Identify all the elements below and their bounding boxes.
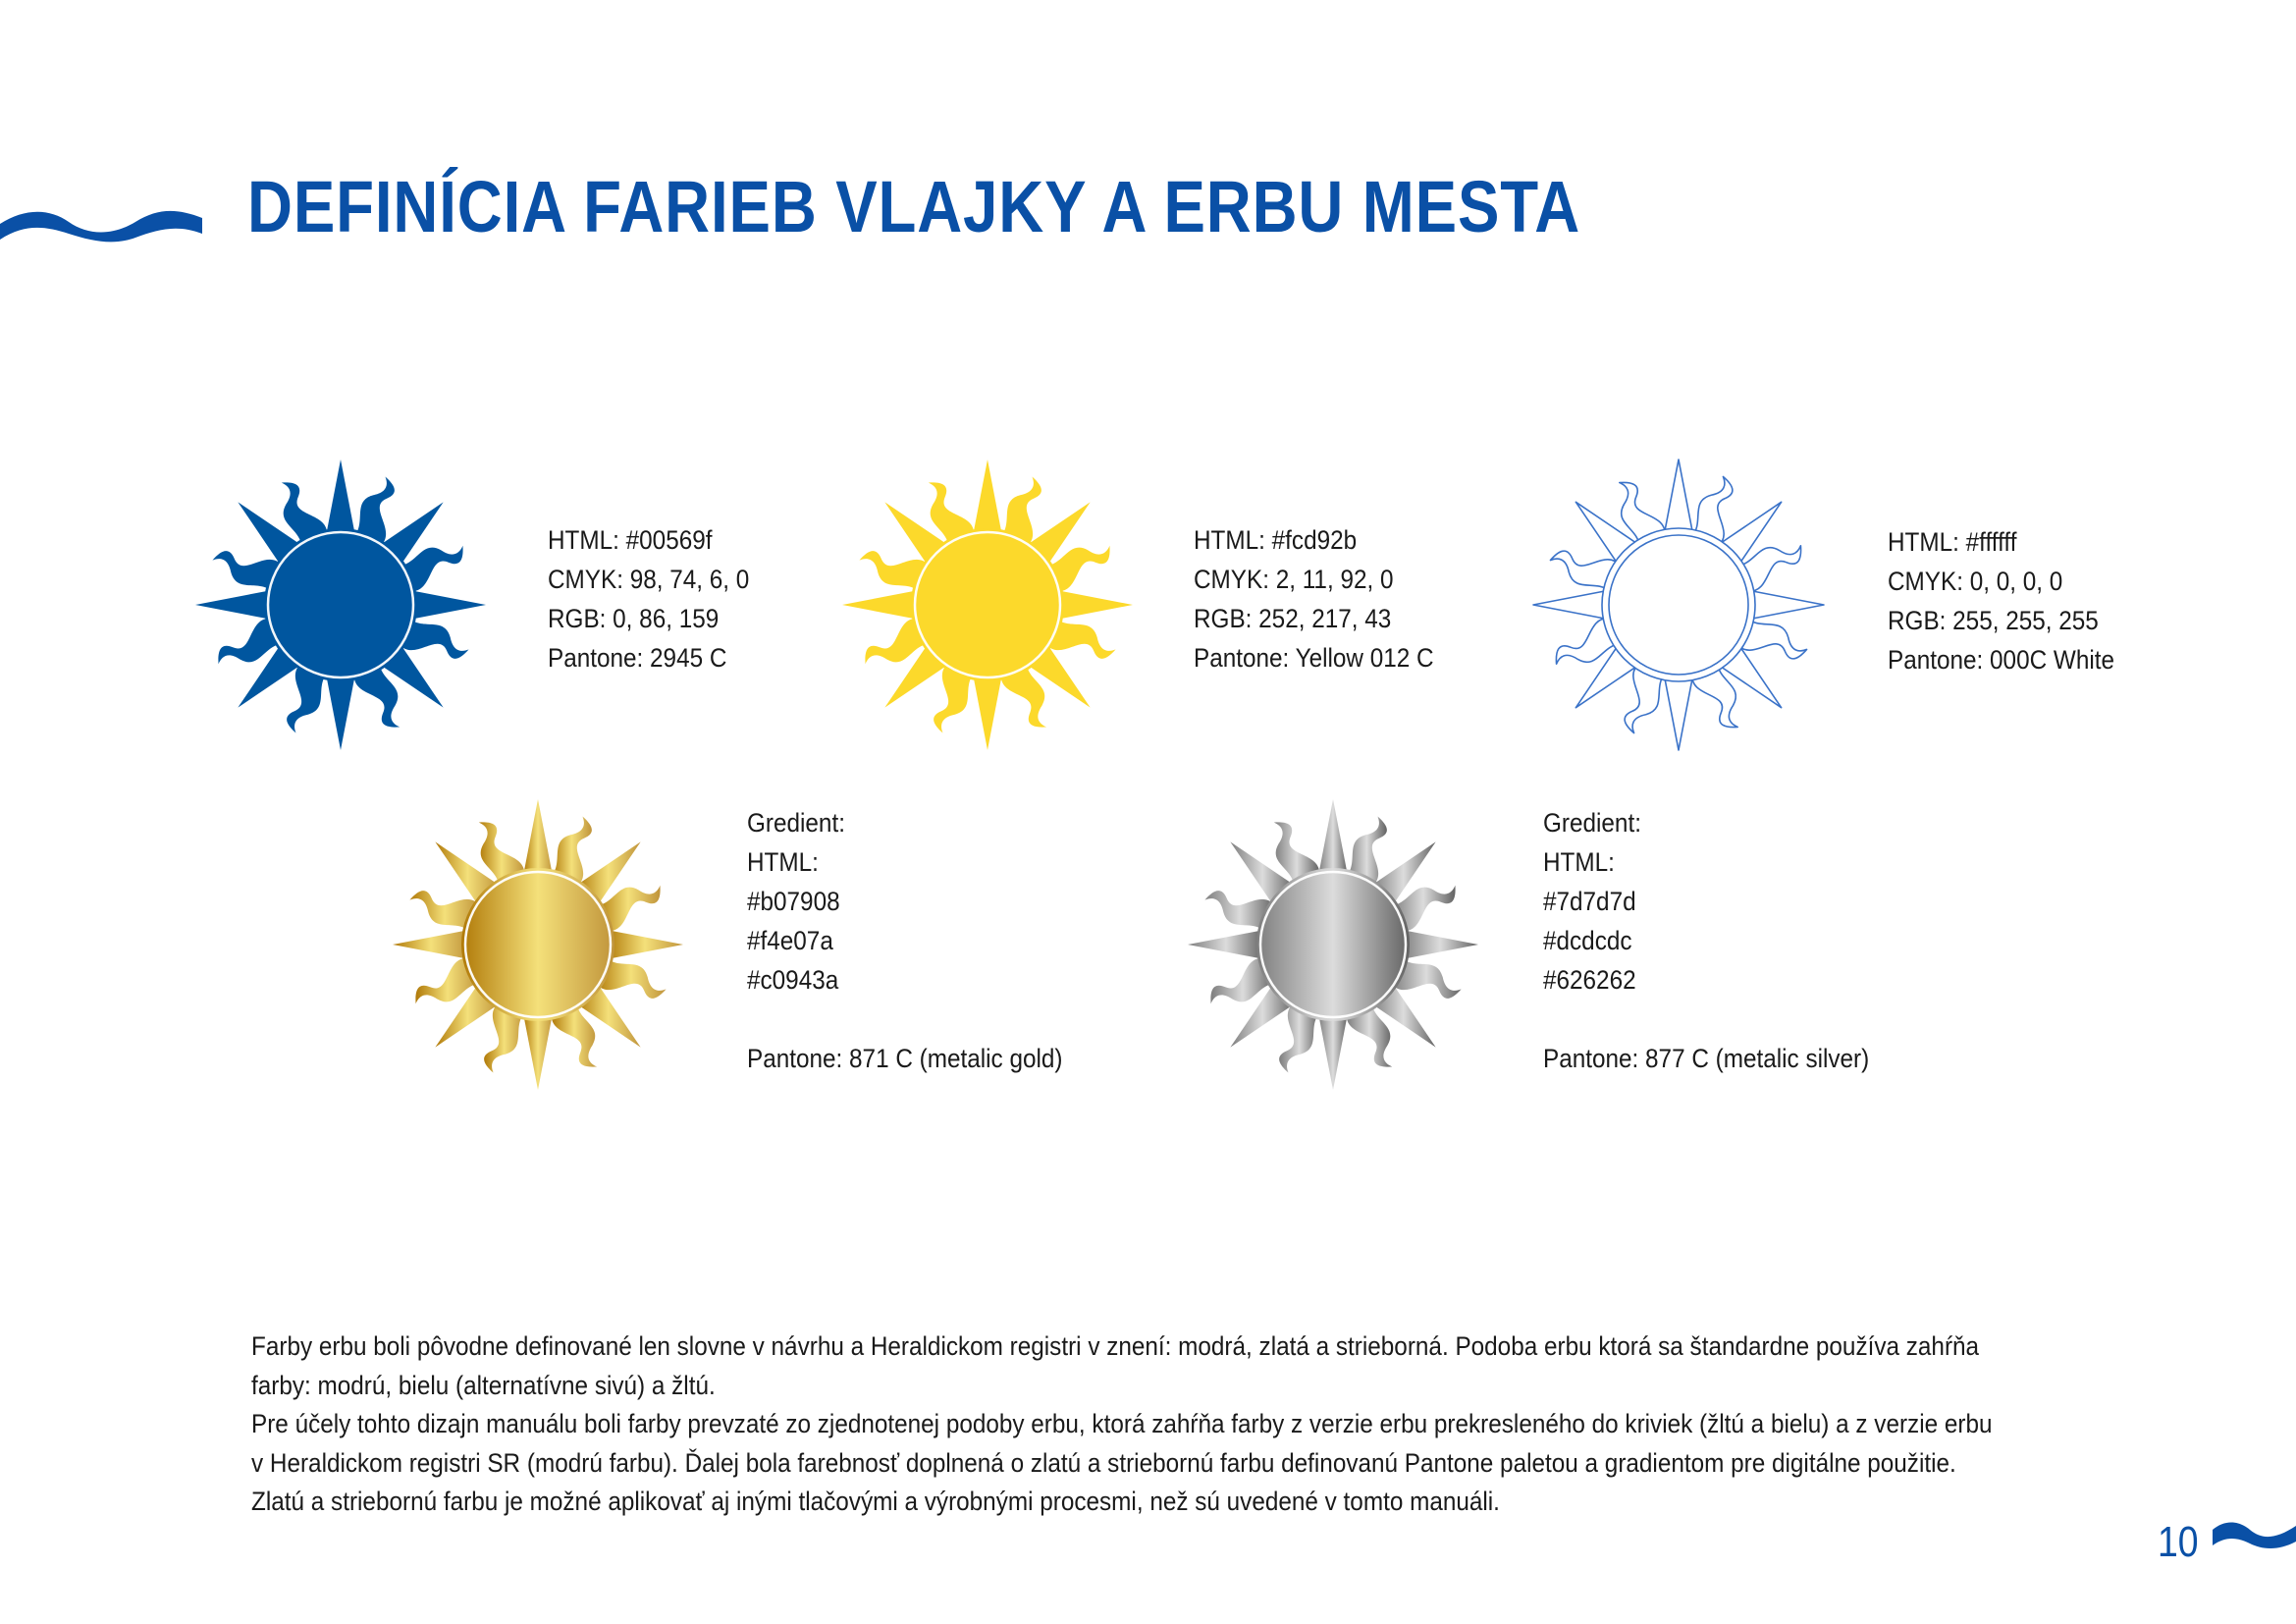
spec-line: Gredient: — [1543, 808, 1641, 838]
sun-ray — [1188, 930, 1264, 959]
sun-ray — [1664, 460, 1693, 536]
color-spec-white — [1888, 522, 2114, 679]
sun-ray — [973, 460, 1002, 536]
color-spec-yellow — [1194, 520, 1434, 677]
spec-line: CMYK: 0, 0, 0, 0 — [1888, 567, 2063, 596]
spec-line: #7d7d7d — [1543, 887, 1636, 916]
sun-core — [911, 528, 1064, 681]
sun-emblem-blue-icon — [193, 458, 488, 752]
spec-line: #c0943a — [747, 965, 839, 995]
spec-line: HTML: #fcd92b — [1194, 525, 1358, 555]
wave-decoration-icon — [2213, 1516, 2296, 1555]
spec-line: #dcdcdc — [1543, 926, 1632, 955]
sun-ray — [1533, 590, 1610, 620]
sun-ray — [1402, 930, 1478, 959]
paragraph-line: Zlatú a striebornú farbu je možné aplikovať aj inými tlačovými a výrobnými procesmi, než sú uvedené v tomto manuáli. — [251, 1487, 1500, 1516]
sun-emblem-white-icon — [1531, 458, 1826, 752]
paragraph-line: v Heraldickom registri SR (modrú farbu). Ďalej bola farebnosť doplnená o zlatú a striebornú farbu definovanú Pantone paletou a gradientom pre digitálne použitie. — [251, 1447, 1956, 1478]
sun-ray — [326, 674, 355, 750]
sun-ray — [523, 1013, 553, 1090]
spec-spacer — [747, 1000, 1062, 1039]
spec-line: HTML: #00569f — [548, 525, 713, 555]
color-spec-silver — [1543, 803, 1869, 1078]
sun-emblem-silver-icon — [1186, 797, 1480, 1092]
paragraph-line: Pre účely tohto dizajn manuálu boli farby prevzaté zo zjednotenej podoby erbu, ktorá zahŕňa farby z verzie erbu prekresleného do kriviek (žltú a bielu) a z verzie erbu — [251, 1409, 1993, 1438]
spec-line: Pantone: 871 C (metalic gold) — [747, 1044, 1063, 1073]
sun-core — [1602, 528, 1755, 681]
spec-line: Pantone: Yellow 012 C — [1194, 643, 1434, 673]
color-spec-gold — [747, 803, 1062, 1078]
sun-emblem-yellow-icon — [840, 458, 1135, 752]
sun-ray — [1056, 590, 1133, 620]
paragraph-line: Farby erbu boli pôvodne definované len slovne v návrhu a Heraldickom registri v znení: modrá, zlatá a strieborná. Podoba erbu ktorá sa štandardne používa zahŕňa — [251, 1331, 1980, 1361]
spec-line: RGB: 0, 86, 159 — [548, 604, 720, 633]
sun-ray — [393, 930, 469, 959]
spec-line: Pantone: 877 C (metalic silver) — [1543, 1044, 1870, 1073]
spec-line: CMYK: 98, 74, 6, 0 — [548, 565, 750, 594]
sun-core — [264, 528, 417, 681]
sun-ray — [1318, 1013, 1348, 1090]
spec-line: HTML: #ffffff — [1888, 527, 2017, 557]
sun-ray — [607, 930, 683, 959]
sun-ray — [973, 674, 1002, 750]
spec-line: #b07908 — [747, 887, 840, 916]
sun-ray — [195, 590, 272, 620]
page-number: 10 — [2158, 1518, 2199, 1566]
sun-ray — [326, 460, 355, 536]
sun-ray — [1747, 590, 1824, 620]
sun-ray — [1318, 799, 1348, 876]
sun-core — [1256, 868, 1410, 1021]
paragraph-line: farby: modrú, bielu (alternatívne sivú) a žltú. — [251, 1370, 716, 1400]
sun-ray — [842, 590, 919, 620]
spec-line: CMYK: 2, 11, 92, 0 — [1194, 565, 1394, 594]
spec-line: #f4e07a — [747, 926, 833, 955]
description-paragraph — [251, 1327, 1993, 1522]
page-title: DEFINÍCIA FARIEB VLAJKY A ERBU MESTA — [247, 166, 1581, 247]
sun-core — [461, 868, 614, 1021]
color-spec-blue — [548, 520, 749, 677]
spec-line: Pantone: 000C White — [1888, 645, 2115, 675]
spec-line: RGB: 252, 217, 43 — [1194, 604, 1392, 633]
spec-line: RGB: 255, 255, 255 — [1888, 606, 2099, 635]
wave-decoration-icon — [0, 202, 202, 245]
spec-line: HTML: — [1543, 847, 1615, 877]
sun-ray — [523, 799, 553, 876]
spec-line: Gredient: — [747, 808, 845, 838]
spec-line: #626262 — [1543, 965, 1636, 995]
sun-ray — [409, 590, 486, 620]
spec-line: HTML: — [747, 847, 819, 877]
sun-emblem-gold-icon — [391, 797, 685, 1092]
spec-line: Pantone: 2945 C — [548, 643, 727, 673]
spec-spacer — [1543, 1000, 1869, 1039]
sun-ray — [1664, 674, 1693, 750]
